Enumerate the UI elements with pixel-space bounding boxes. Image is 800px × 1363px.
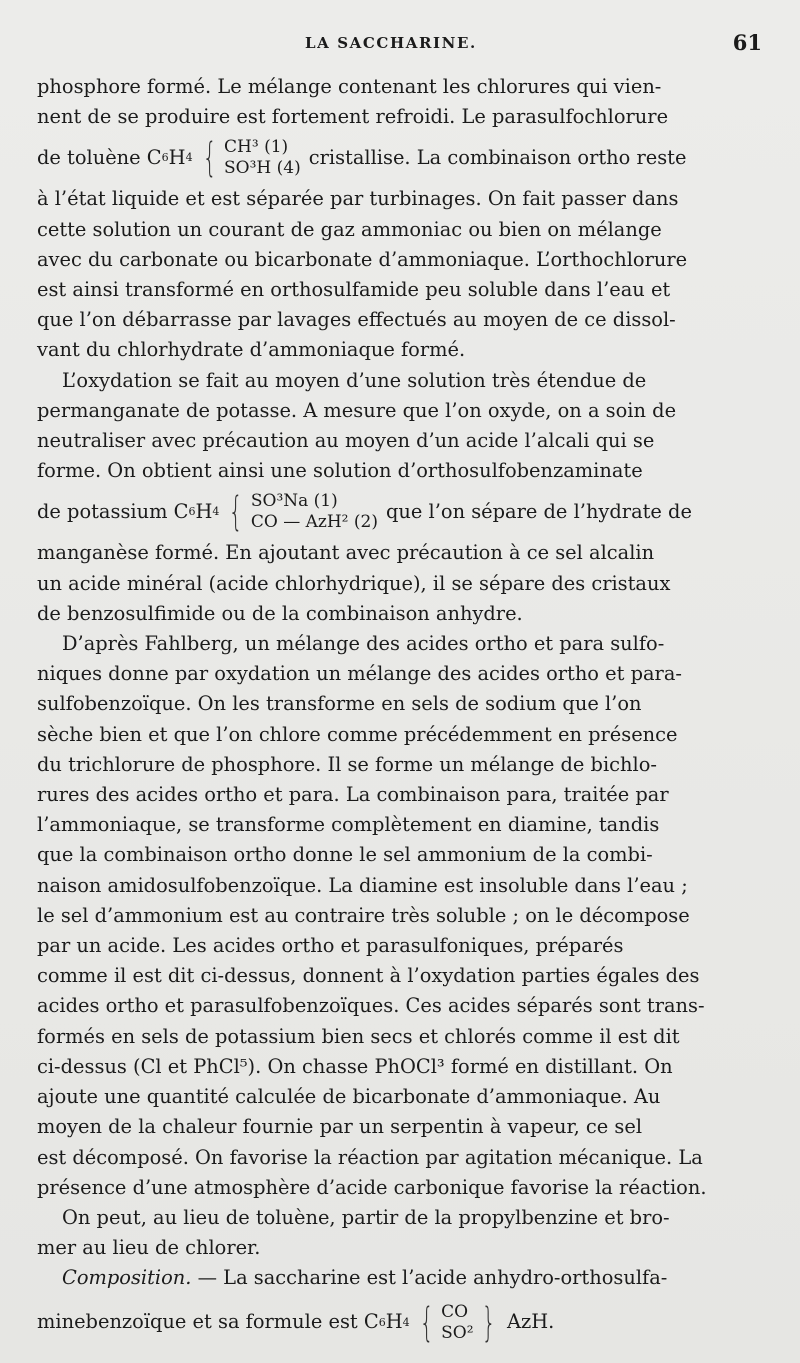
formula-stack	[224, 137, 301, 179]
left-brace-icon: {	[229, 489, 244, 536]
text-span: H	[168, 146, 186, 170]
formula-line-toluene: de toluène C 6 H 4 { CH³ (1) SO³H (4) cristallise. La combinaison ortho reste	[37, 135, 687, 182]
text-line: de benzosulfimide ou de la combinaison anhydre.	[37, 601, 523, 625]
body-text	[37, 72, 764, 1352]
text-line: nent de se produire est fortement refroidi. Le parasulfochlorure	[37, 105, 669, 129]
page-number: 61	[732, 30, 762, 55]
text-line: est ainsi transformé en orthosulfamide peu soluble dans l’eau et	[37, 278, 671, 302]
text-line: manganèse formé. En ajoutant avec précaution à ce sel alcalin	[37, 541, 655, 565]
right-brace-icon: }	[481, 1299, 496, 1346]
text-line: le sel d’ammonium est au contraire très soluble ; on le décompose	[37, 903, 690, 927]
text-span: AzH.	[506, 1310, 555, 1334]
text-line: permanganate de potasse. A mesure que l’on oxyde, on a soin de	[37, 398, 677, 422]
formula-line-saccharine: minebenzoïque et sa formule est C 6 H 4 { CO SO² } AzH.	[37, 1299, 555, 1346]
formula-brace-group	[197, 135, 303, 182]
formula-stack	[251, 491, 378, 533]
left-brace-icon: {	[202, 135, 217, 182]
text-line: On peut, au lieu de toluène, partir de la propylbenzine et bro-	[62, 1205, 670, 1229]
text-line: neutraliser avec précaution au moyen d’un acide l’alcali qui se	[37, 429, 655, 453]
text-line: comme il est dit ci-dessus, donnent à l’oxydation parties égales des	[37, 964, 700, 988]
page-header	[0, 30, 800, 58]
text-span: H	[195, 500, 213, 524]
formula-bottom: CO — AzH² (2)	[250, 512, 378, 533]
text-line: à l’état liquide et est séparée par turbinages. On fait passer dans	[37, 187, 679, 211]
formula-bottom: SO³H (4)	[224, 158, 301, 179]
text-span: de toluène C	[37, 146, 162, 170]
formula-brace-group	[414, 1299, 501, 1346]
formula-bottom: SO²	[441, 1322, 474, 1343]
text-line: phosphore formé. Le mélange contenant les chlorures qui vien-	[37, 75, 662, 98]
text-line: D’après Fahlberg, un mélange des acides ortho et para sulfo-	[62, 632, 665, 656]
text-line: forme. On obtient ainsi une solution d’orthosulfobenzaminate	[37, 459, 643, 483]
section-label: Composition.	[62, 1266, 192, 1290]
text-line: rures des acides ortho et para. La combinaison para, traitée par	[37, 783, 669, 807]
running-title: LA SACCHARINE.	[305, 34, 477, 52]
text-line: sulfobenzoïque. On les transforme en sels de sodium que l’on	[37, 692, 642, 716]
formula-stack	[441, 1302, 473, 1344]
text-line: L’oxydation se fait au moyen d’une solution très étendue de	[62, 368, 647, 392]
text-line: du trichlorure de phosphore. Il se forme un mélange de bichlo-	[37, 752, 657, 776]
left-brace-icon: {	[419, 1299, 434, 1346]
text-line: niques donne par oxydation un mélange des acides ortho et para-	[37, 662, 682, 686]
formula-top: CO	[441, 1301, 469, 1322]
text-line: acides ortho et parasulfobenzoïques. Ces acides séparés sont trans-	[37, 994, 705, 1018]
text-line: que l’on débarrasse par lavages effectués au moyen de ce dissol-	[37, 308, 676, 332]
text-line: par un acide. Les acides ortho et parasulfoniques, préparés	[37, 934, 624, 958]
text-line: présence d’une atmosphère d’acide carbonique favorise la réaction.	[37, 1175, 707, 1199]
formula-top: SO³Na (1)	[250, 491, 338, 512]
formula-top: CH³ (1)	[224, 137, 289, 158]
text-line	[37, 1263, 764, 1293]
text-line: ci-dessus (Cl et PhCl⁵). On chasse PhOCl³ formé en distillant. On	[37, 1054, 673, 1078]
text-line: ajoute une quantité calculée de bicarbonate d’ammoniaque. Au	[37, 1085, 661, 1109]
text-line: un acide minéral (acide chlorhydrique), il se sépare des cristaux	[37, 571, 671, 595]
text-line: l’ammoniaque, se transforme complètement en diamine, tandis	[37, 813, 660, 837]
formula-line-potassium: de potassium C 6 H 4 { SO³Na (1) CO — AzH² (2) que l’on sépare de l’hydrate de	[37, 489, 692, 536]
text-line: formés en sels de potassium bien secs et chlorés comme il est dit	[37, 1024, 680, 1048]
text-line: est décomposé. On favorise la réaction par agitation mécanique. La	[37, 1145, 703, 1169]
text-line: sèche bien et que l’on chlore comme précédemment en présence	[37, 722, 678, 746]
text-line: mer au lieu de chlorer.	[37, 1236, 261, 1260]
text-span: minebenzoïque et sa formule est C	[37, 1310, 379, 1334]
text-line: moyen de la chaleur fournie par un serpentin à vapeur, ce sel	[37, 1115, 643, 1139]
text-span: — La saccharine est l’acide anhydro-orthosulfa-	[191, 1266, 668, 1290]
text-line: vant du chlorhydrate d’ammoniaque formé.	[37, 338, 466, 362]
text-span: cristallise. La combinaison ortho reste	[308, 146, 687, 170]
text-span: H	[385, 1310, 403, 1334]
text-span: que l’on sépare de l’hydrate de	[385, 500, 692, 524]
text-line: que la combinaison ortho donne le sel ammonium de la combi-	[37, 843, 653, 867]
text-span: de potassium C	[37, 500, 189, 524]
formula-brace-group	[223, 489, 380, 536]
text-line: avec du carbonate ou bicarbonate d’ammoniaque. L’orthochlorure	[37, 247, 688, 271]
text-line: naison amidosulfobenzoïque. La diamine est insoluble dans l’eau ;	[37, 873, 688, 897]
text-line: cette solution un courant de gaz ammoniac ou bien on mélange	[37, 217, 662, 241]
